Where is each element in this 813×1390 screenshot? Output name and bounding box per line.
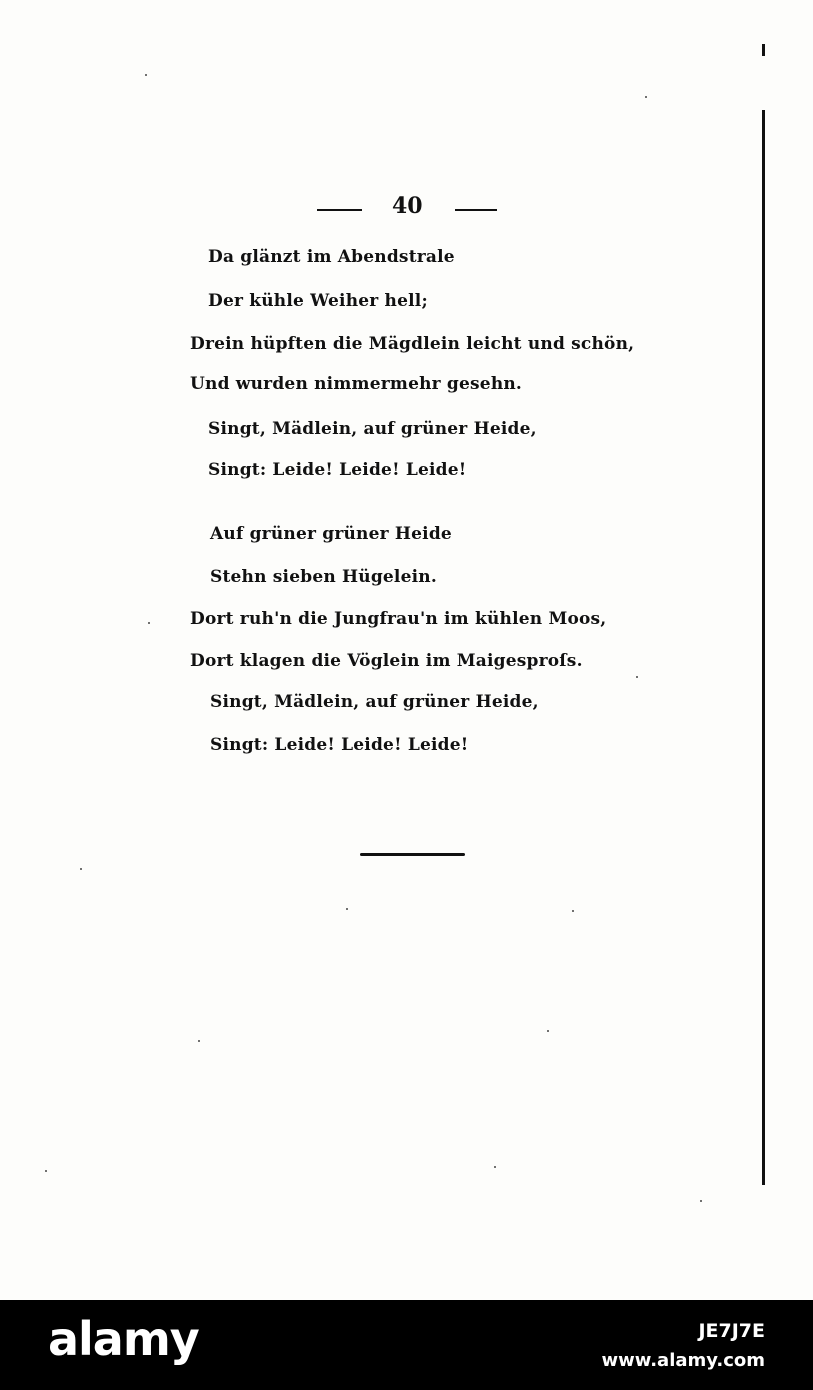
ending-rule — [360, 853, 465, 856]
verse-line: Singt, Mädlein, auf grüner Heide, — [210, 692, 539, 712]
header-dash-right — [455, 209, 497, 211]
verse-line: Stehn sieben Hügelein. — [210, 567, 437, 587]
image-id: JE7J7E — [698, 1320, 765, 1342]
scan-speck — [80, 868, 82, 870]
page-number: 40 — [392, 193, 423, 219]
verse-line: Singt: Leide! Leide! Leide! — [208, 460, 467, 480]
scan-speck — [572, 910, 574, 912]
scan-speck — [198, 1040, 200, 1042]
verse-line: Drein hüpften die Mägdlein leicht und schön, — [190, 334, 635, 354]
page-header — [0, 193, 813, 223]
scan-speck — [494, 1166, 496, 1168]
scan-speck — [645, 96, 647, 98]
scan-speck — [145, 74, 147, 76]
brand-logo: alamy — [48, 1312, 199, 1366]
site-url: www.alamy.com — [601, 1350, 765, 1371]
scan-speck — [547, 1030, 549, 1032]
page-edge — [762, 110, 771, 1185]
verse-line: Dort ruh'n die Jungfrau'n im kühlen Moos, — [190, 609, 607, 629]
scan-speck — [700, 1200, 702, 1202]
watermark-footer — [0, 1300, 813, 1390]
scan-speck — [45, 1170, 47, 1172]
verse-line: Singt: Leide! Leide! Leide! — [210, 735, 469, 755]
verse-line: Der kühle Weiher hell; — [208, 291, 428, 311]
page-edge-mark — [762, 44, 771, 56]
scan-speck — [636, 676, 638, 678]
scan-speck — [148, 622, 150, 624]
header-dash-left — [317, 209, 362, 211]
verse-line: Dort klagen die Vöglein im Maigesproſs. — [190, 651, 583, 671]
verse-line: Singt, Mädlein, auf grüner Heide, — [208, 419, 537, 439]
verse-line: Auf grüner grüner Heide — [210, 524, 452, 544]
scan-speck — [346, 908, 348, 910]
verse-line: Da glänzt im Abendstrale — [208, 247, 455, 267]
verse-line: Und wurden nimmermehr gesehn. — [190, 374, 523, 394]
